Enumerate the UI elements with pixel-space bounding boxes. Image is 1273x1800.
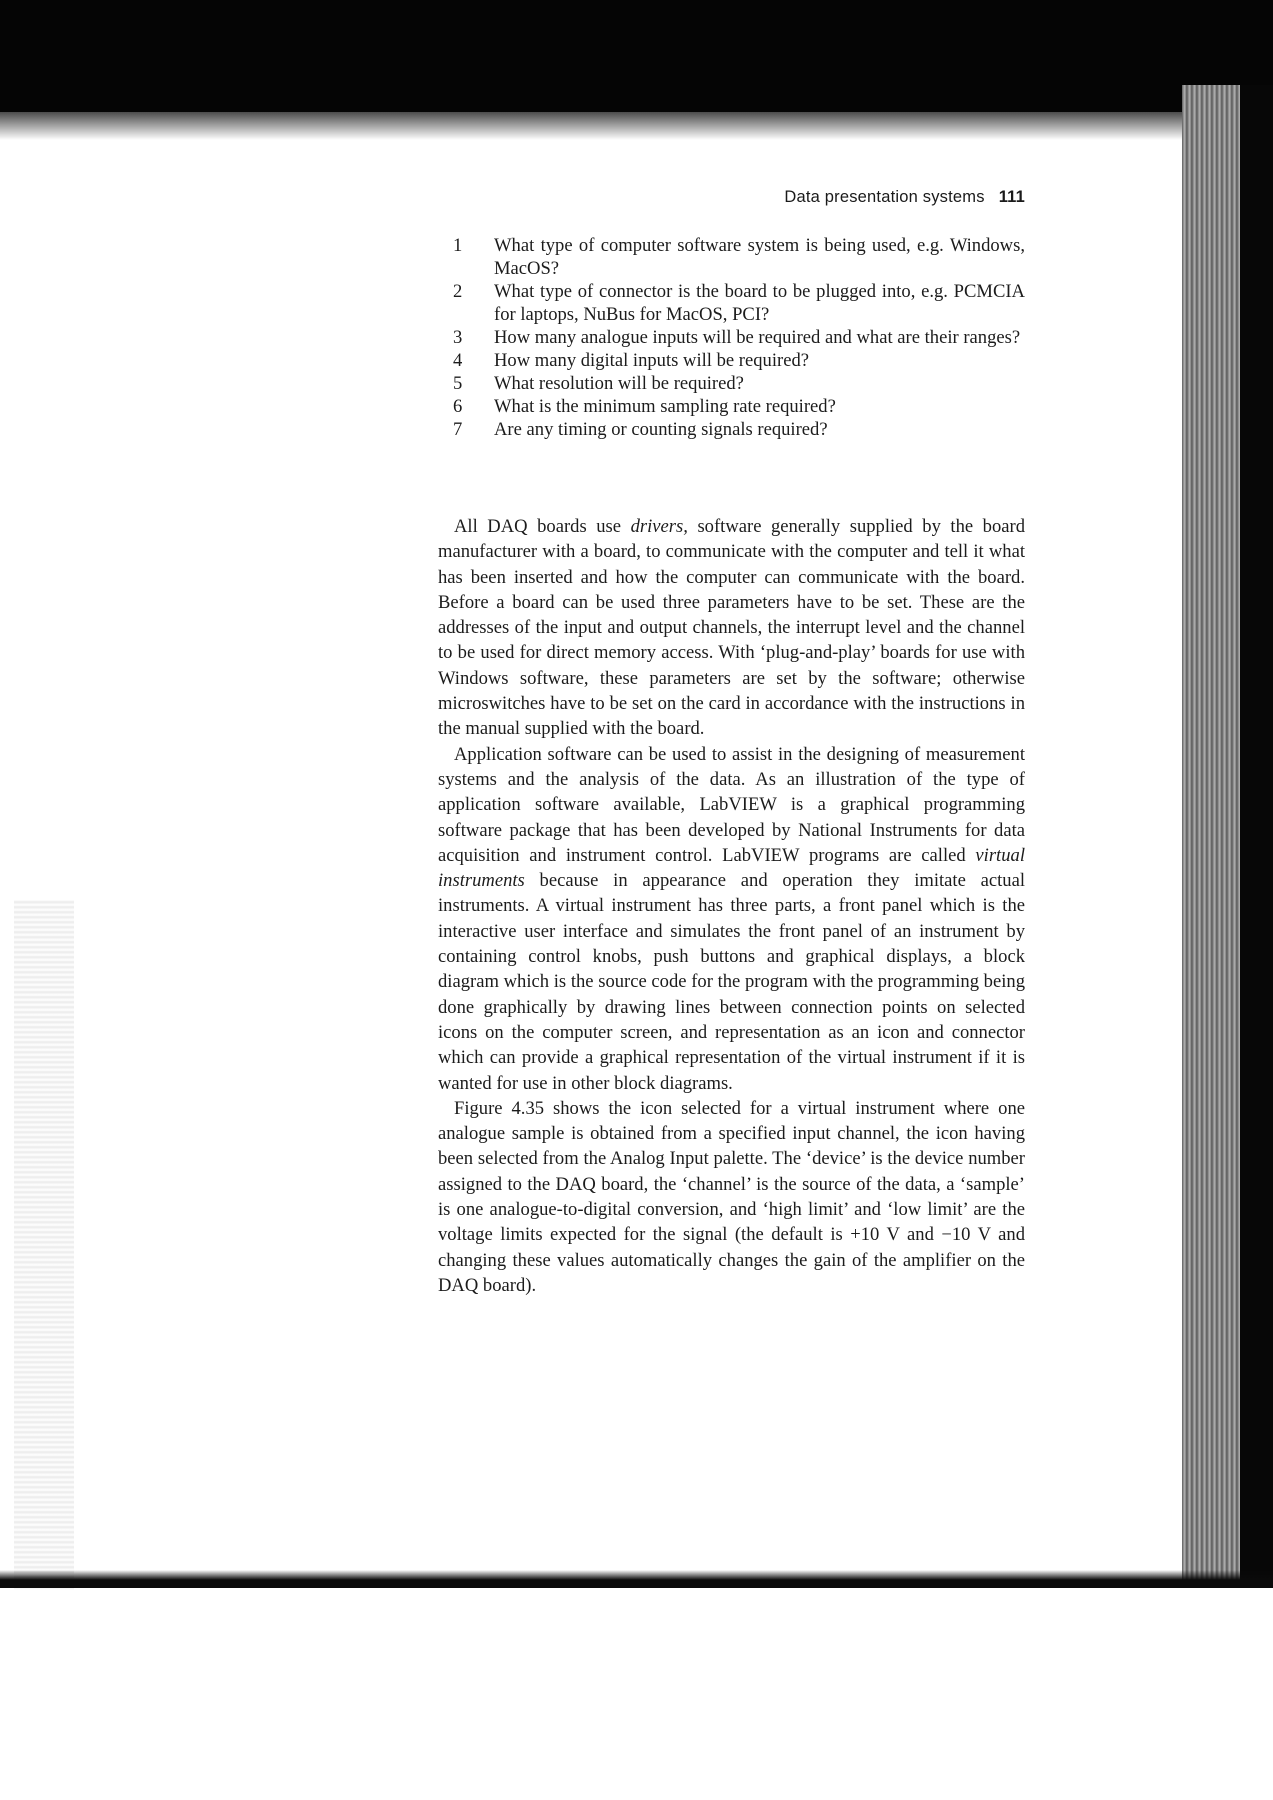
- item-text: What is the minimum sampling rate required?: [494, 396, 836, 417]
- item-number: 3: [453, 327, 463, 348]
- list-item: [438, 395, 1025, 418]
- question-list: [438, 234, 1025, 441]
- item-text: What resolution will be required?: [494, 373, 744, 394]
- scan-noise-left: [14, 900, 74, 1590]
- item-text: Are any timing or counting signals required?: [494, 419, 828, 440]
- paragraph-figure-4-35: Figure 4.35 shows the icon selected for a virtual instrument where one analogue sample is obtained from a specified input channel, the icon having been selected from the Analog Input palette. The ‘device’ is the device number assigned to the DAQ board, the ‘channel’ is the source of the data, a ‘sample’ is one analogue-to-digital conversion, and ‘high limit’ and ‘low limit’ are the voltage limits expected for the signal (the default is +10 V and −10 V and changing these values automatically changes the gain of the amplifier on the DAQ board).: [438, 1097, 1025, 1296]
- book-page: [438, 188, 1025, 1538]
- scan-shadow-right: [1240, 85, 1273, 1585]
- item-text: How many digital inputs will be required?: [494, 350, 809, 371]
- paragraph-text: because in appearance and operation they imitate actual instruments. A virtual instrument has three parts, a front panel which is the interactive user interface and simulates the front panel of an instrument by containing control knobs, push buttons and graphical displays, a block diagram which is the source code for the program with the programming being done graphically by drawing lines between connection points on selected icons on the computer screen, and representation as an icon and connector which can provide a graphical representation of the virtual instrument if it is wanted for use in other block diagrams.: [438, 870, 1025, 1094]
- item-text: What type of computer software system is being used, e.g. Windows, MacOS?: [494, 235, 1025, 279]
- paragraph-text: Application software can be used to assist in the designing of measurement systems and the analysis of the data. As an illustration of the type of application software available, LabVIEW is a graphical programming software package that has been developed by National Instruments for data acquisition and instrument control. LabVIEW programs are called: [438, 743, 1025, 866]
- item-text: What type of connector is the board to be plugged into, e.g. PCMCIA for laptops, NuBus for MacOS, PCI?: [494, 281, 1025, 325]
- running-title: Data presentation systems: [784, 188, 985, 206]
- paragraph-application-software: [438, 742, 1025, 1096]
- item-number: 2: [453, 281, 463, 302]
- item-number: 1: [453, 235, 463, 256]
- list-item: [438, 326, 1025, 349]
- item-number: 5: [453, 373, 463, 394]
- paragraph-daq-drivers: [438, 514, 1025, 742]
- paragraph-text: software generally supplied by the board manufacturer with a board, to communicate with the computer and tell it what has been inserted and how the computer can communicate with the board. Before a board can be used three parameters have to be set. These are the addresses of the input and output channels, the interrupt level and the channel to be used for direct memory access. With ‘plug-and-play’ boards for use with Windows software, these parameters are set by the software; otherwise microswitches have to be set on the card in accordance with the instructions in the manual supplied with the board.: [438, 516, 1026, 740]
- paragraph-text: All DAQ boards use: [454, 516, 631, 537]
- scan-shadow-bottom: [0, 1570, 1273, 1588]
- running-head: [784, 188, 1025, 207]
- emphasis-virtual-instruments: virtual instruments: [438, 844, 1025, 892]
- list-item: [438, 349, 1025, 372]
- list-item: [438, 418, 1025, 441]
- list-item: [438, 234, 1025, 280]
- list-item: [438, 280, 1025, 326]
- page-number: 111: [998, 188, 1025, 206]
- list-item: [438, 372, 1025, 395]
- item-number: 4: [453, 350, 463, 371]
- body-text: [438, 514, 1025, 1298]
- item-text: How many analogue inputs will be required and what are their ranges?: [494, 327, 1021, 348]
- item-number: 6: [453, 396, 463, 417]
- scan-shadow-top-fade: [0, 80, 1273, 140]
- emphasis-drivers: drivers,: [630, 516, 688, 537]
- item-number: 7: [453, 419, 463, 440]
